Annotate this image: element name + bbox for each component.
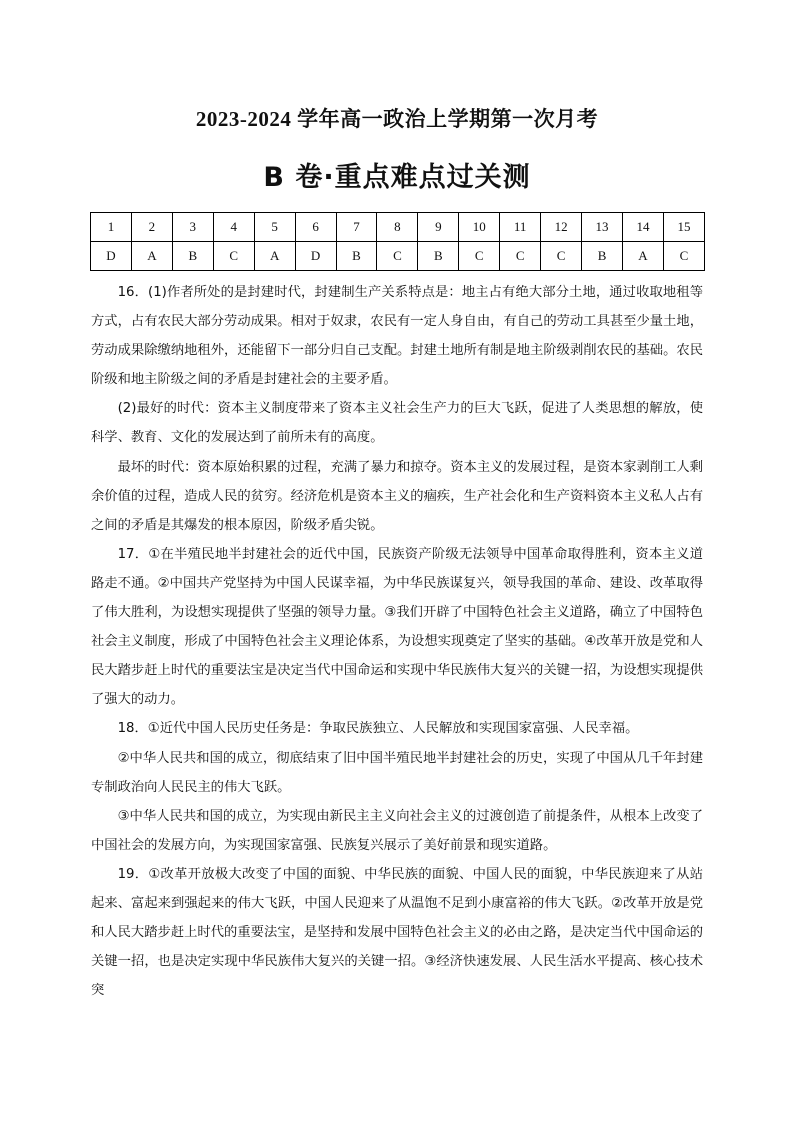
answer-letter: C xyxy=(663,242,704,271)
question-number: 12 xyxy=(541,213,582,242)
answer-letter: B xyxy=(172,242,213,271)
answer-paragraph-19: 19．①改革开放极大改变了中国的面貌、中华民族的面貌、中国人民的面貌，中华民族迎来了从站起来、富起来到强起来的伟大飞跃，中国人民迎来了从温饱不足到小康富裕的伟大飞跃。②改革开放是党和人民大踏步赶上时代的重要法宝，是坚持和发展中国特色社会主义的必由之路，是决定当代中国命运的关键一招，也是决定实现中华民族伟大复兴的关键一招。③经济快速发展、人民生活水平提高、核心技术突 xyxy=(91,866,703,999)
question-number: 2 xyxy=(131,213,172,242)
question-number: 13 xyxy=(582,213,623,242)
answer-letter: C xyxy=(500,242,541,271)
answer-paragraph-16-1: 16．(1)作者所处的是封建时代，封建制生产关系特点是：地主占有绝大部分土地，通过收取地租等方式，占有农民大部分劳动成果。相对于奴隶，农民有一定人身自由，有自己的劳动工具甚至少量土地，劳动成果除缴纳地租外，还能留下一部分归自己支配。封建土地所有制是地主阶级剥削农民的基础。农民阶级和地主阶级之间的矛盾是封建社会的主要矛盾。 xyxy=(91,285,703,388)
answer-letter: A xyxy=(254,242,295,271)
question-number: 15 xyxy=(663,213,704,242)
page-title: 2023-2024 学年高一政治上学期第一次月考 xyxy=(195,107,599,131)
question-number: 8 xyxy=(377,213,418,242)
answer-letter: B xyxy=(418,242,459,271)
answer-paragraph-16-2-worst: 最坏的时代：资本原始积累的过程，充满了暴力和掠夺。资本主义的发展过程，是资本家剥削工人剩余价值的过程，造成人民的贫穷。经济危机是资本主义的痼疾，生产社会化和生产资料资本主义私人占有之间的矛盾是其爆发的根本原因，阶级矛盾尖锐。 xyxy=(91,459,703,533)
question-number: 9 xyxy=(418,213,459,242)
page-subtitle: B 卷·重点难点过关测 xyxy=(263,162,531,193)
answer-paragraph-16-2: (2)最好的时代：资本主义制度带来了资本主义社会生产力的巨大飞跃，促进了人类思想的解放，使科学、教育、文化的发展达到了前所未有的高度。 xyxy=(91,401,703,446)
answer-letter: B xyxy=(336,242,377,271)
question-number: 14 xyxy=(622,213,663,242)
answer-letter: B xyxy=(582,242,623,271)
answer-paragraph-17: 17．①在半殖民地半封建社会的近代中国，民族资产阶级无法领导中国革命取得胜利，资本主义道路走不通。②中国共产党坚持为中国人民谋幸福，为中华民族谋复兴，领导我国的革命、建设、改革取得了伟大胜利，为设想实现提供了坚强的领导力量。③我们开辟了中国特色社会主义道路，确立了中国特色社会主义制度，形成了中国特色社会主义理论体系，为设想实现奠定了坚实的基础。④改革开放是党和人民大踏步赶上时代的重要法宝是决定当代中国命运和实现中华民族伟大复兴的关键一招，为设想实现提供了强大的动力。 xyxy=(91,546,703,708)
question-number: 5 xyxy=(254,213,295,242)
answer-table-number-row xyxy=(91,213,705,242)
answer-letter: A xyxy=(622,242,663,271)
question-number: 3 xyxy=(172,213,213,242)
question-number: 11 xyxy=(500,213,541,242)
answer-paragraph-18-2: ②中华人民共和国的成立，彻底结束了旧中国半殖民地半封建社会的历史，实现了中国从几千年封建专制政治向人民民主的伟大飞跃。 xyxy=(91,750,703,795)
answer-letter: A xyxy=(131,242,172,271)
answer-paragraph-18-3: ③中华人民共和国的成立，为实现由新民主主义向社会主义的过渡创造了前提条件，从根本上改变了中国社会的发展方向，为实现国家富强、民族复兴展示了美好前景和现实道路。 xyxy=(91,808,703,853)
answer-explanations xyxy=(91,278,703,1005)
question-number: 1 xyxy=(91,213,132,242)
answer-letter: C xyxy=(459,242,500,271)
answer-table-answer-row xyxy=(91,242,705,271)
answer-letter: D xyxy=(295,242,336,271)
question-number: 7 xyxy=(336,213,377,242)
question-number: 10 xyxy=(459,213,500,242)
answer-paragraph-18-1: 18．①近代中国人民历史任务是：争取民族独立、人民解放和实现国家富强、人民幸福。 xyxy=(117,721,639,737)
question-number: 4 xyxy=(213,213,254,242)
question-number: 6 xyxy=(295,213,336,242)
answer-letter: C xyxy=(541,242,582,271)
answer-table xyxy=(90,212,705,271)
answer-letter: D xyxy=(91,242,132,271)
answer-letter: C xyxy=(213,242,254,271)
answer-letter: C xyxy=(377,242,418,271)
